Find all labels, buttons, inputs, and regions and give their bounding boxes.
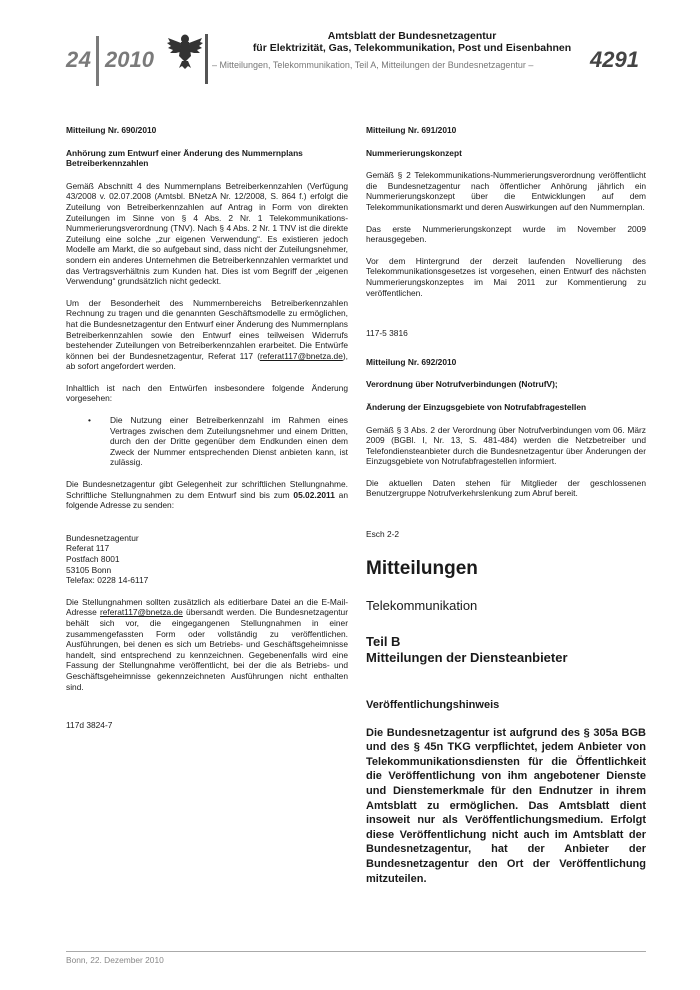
- header-divider-left: [96, 36, 99, 86]
- bullet-text: Die Nutzung einer Betreiberkennzahl im Rahmen eines Vertrages zwischen dem Zuteilungsnehmer und einem Dritten, durch den der Dritte gegenüber dem Endkunden einen dem Zweck der Nummer entsprechenden Dienst anbieten kann, ist zulässig.: [110, 415, 348, 468]
- bullet-item: [66, 415, 348, 468]
- notice-692-heading-2: Änderung der Einzugsgebiete von Notrufabfragestellen: [366, 401, 587, 412]
- federal-eagle-icon: [166, 30, 204, 70]
- notice-691-heading: Nummerierungskonzept: [366, 147, 462, 158]
- notice-690-paragraph-5: [66, 597, 348, 692]
- notice-690-reference: 117d 3824-7: [66, 720, 113, 731]
- issue-year: 2010: [105, 47, 154, 72]
- publication-notice-heading: Veröffentlichungshinweis: [366, 698, 500, 711]
- gazette-subtitle: – Mitteilungen, Telekommunikation, Teil A, Mitteilungen der Bundesnetzagentur –: [212, 60, 534, 70]
- deadline-date: 05.02.2011: [293, 489, 335, 500]
- notice-692-paragraph-2: Die aktuellen Daten stehen für Mitglieder der geschlossenen Benutzergruppe Notrufverkehrslenkung zum Abruf bereit.: [366, 477, 646, 499]
- publication-notice-text: Die Bundesnetzagentur ist aufgrund des § 305a BGB und des § 45n TKG verpflichtet, jedem Anbieter von Telekommunikationsdiensten für die Öffentlichkeit die Veröffentlichung von ihm angebotener Dienste und Dienstemerkmale für den Endnutzer in ihrem Amtsblatt zu ermöglichen. Das Amtsblatt dient insoweit nur als Veröffentlichungsmedium. Erfolgt diese Veröffentlichung nicht auch im Amtsblatt der Bundesnetzagentur, hat der Anbieter der Bundesnetzagentur den Ort der Veröffentlichung mitzuteilen.: [366, 726, 646, 885]
- notice-691-title: Mitteilung Nr. 691/2010: [366, 125, 457, 135]
- part-label: Teil B: [366, 633, 401, 649]
- page-number: 4291: [590, 47, 639, 72]
- notice-691-paragraph-2: Das erste Nummerierungskonzept wurde im November 2009 herausgegeben.: [366, 223, 646, 245]
- notice-692-reference: Esch 2-2: [366, 529, 400, 540]
- paragraph-text: übersandt werden. Die Bundesnetzagentur behält sich vor, die eingegangenen Stellungnahmen in einer zusammengefassten Form oder vollständig zu veröffentlichen. Ausführungen, bei denen es sich um Betriebs- und Geschäftsgeheimnisse handelt, sind entsprechend zu kennzeichnen. Gegebenenfalls wird eine Fassung der Stellungnahme veröffentlicht, bei der die als Betriebs- und Geschäftsgeheimnisse gekennzeichneten Ausführungen nicht enthalten sind.: [66, 607, 348, 692]
- left-column: [66, 125, 348, 742]
- issue-number: 24: [66, 47, 92, 72]
- notice-690-paragraph-2: [66, 298, 348, 372]
- section-subtitle: Telekommunikation: [366, 597, 478, 613]
- section-title: Mitteilungen: [366, 557, 478, 579]
- paragraph-text: ), ab sofort angefordert werden.: [66, 350, 348, 372]
- address-line: Bundesnetzagentur: [66, 532, 139, 543]
- notice-690-title: Mitteilung Nr. 690/2010: [66, 125, 157, 135]
- paragraph-text: an folgende Adresse zu senden:: [66, 489, 348, 511]
- notice-691-reference: 117-5 3816: [366, 328, 408, 339]
- gazette-title: [212, 30, 612, 54]
- footer-date: Bonn, 22. Dezember 2010: [66, 955, 164, 965]
- notice-691-paragraph-1: Gemäß § 2 Telekommunikations-Nummerierungsverordnung veröffentlicht die Bundesnetzagentur nach öffentlicher Anhörung jährlich ein Nummerierungskonzept über die Entwicklungen auf dem Telekommunikationsmarkt und deren Auswirkungen auf den Nummernplan.: [366, 170, 646, 212]
- notice-692-heading-1: Verordnung über Notrufverbindungen (NotrufV);: [366, 379, 558, 390]
- notice-692-paragraph-1: Gemäß § 3 Abs. 2 der Verordnung über Notrufverbindungen vom 06. März 2009 (BGBl. I, Nr. 13, S. 481-484) werden die Netzbetreiber und Telefondiensteanbieter durch die Bundesnetzagentur über Änderungen der Einzugsgebiete von Notrufabfragestellen informiert.: [366, 424, 646, 467]
- address-line: Telefax: 0228 14-6117: [66, 575, 149, 586]
- address-line: 53105 Bonn: [66, 564, 112, 575]
- notice-691-paragraph-3: Vor dem Hintergrund der derzeit laufenden Novellierung des Telekommunikationsgesetzes ist vorgesehen, einen Entwurf des nächsten Nummerierungskonzeptes im Mai 2011 zur Kommentierung zu veröffentlichen.: [366, 255, 646, 298]
- footer-divider: [66, 951, 646, 952]
- notice-690-paragraph-3: Inhaltlich ist nach den Entwürfen insbesondere folgende Änderung vorgesehen:: [66, 382, 348, 404]
- header-divider-right: [205, 34, 208, 84]
- gazette-title-line2: für Elektrizität, Gas, Telekommunikation, Post und Eisenbahnen: [252, 42, 572, 54]
- address-line: Referat 117: [66, 543, 110, 554]
- email-link-referat117[interactable]: referat117@bnetza.de: [99, 607, 183, 618]
- email-link-referat117[interactable]: referat117@bnetza.de: [260, 350, 343, 361]
- paragraph-text: Um der Besonderheit des Nummernbereichs Betreiberkennzahlen Rechnung zu tragen und die genannten Geschäftsmodelle zu ermöglichen, hat die Bundesnetzagentur den Entwurf einer Änderung des Nummernplans Betreiberkennzahlen sowie den Entwurf eines teilweisen Widerrufs bestehender Zuteilungen von Betreiberkennzahlen erarbeitet. Die Entwürfe können bei der Bundesnetzagentur, Referat 117 (: [66, 297, 348, 361]
- notice-690-heading: Anhörung zum Entwurf einer Änderung des Nummernplans Betreiberkennzahlen: [66, 147, 303, 169]
- address-line: Postfach 8001: [66, 554, 120, 564]
- notice-692-title: Mitteilung Nr. 692/2010: [366, 356, 457, 367]
- paragraph-text: Die Stellungnahmen sollten zusätzlich als editierbare Datei an die E-Mail-Adresse: [66, 596, 348, 618]
- notice-690-paragraph-4: [66, 479, 348, 511]
- notice-690-paragraph-1: Gemäß Abschnitt 4 des Nummernplans Betreiberkennzahlen (Verfügung 43/2008 v. 02.07.2008 (Amtsbl. BNetzA Nr. 12/2008, S. 864 f.) erfolgt die Zuteilung von Betreiberkennzahlen auf Antrag in Form von direkten Zuteilungen im Sinne von § 4 Abs. 2 Nr. 1 Telekommunikations-Nummerierungsverordnung (TNV). Nach § 4 Abs. 2 Nr. 1 TNV ist die direkte Zuteilung eine solche „zur eigenen Verwendung“. Es existieren jedoch Modelle am Markt, die so aufgebaut sind, dass nicht der Zuteilungsnehmer, sondern ein anderes Unternehmen die Betreiberkennzahlen vermarktet und das Vertragsverhältnis zum Kunden hat. Dies ist vom Begriff der „eigenen Verwendung“ grundsätzlich nicht gedeckt.: [66, 180, 348, 287]
- gazette-title-line1: Amtsblatt der Bundesnetzagentur: [327, 30, 497, 42]
- bullet-icon: •: [88, 415, 91, 426]
- paragraph-text: Die Bundesnetzagentur gibt Gelegenheit zur schriftlichen Stellungnahme. Schriftliche Stellungnahmen zu dem Entwurf sind bis zum: [66, 479, 348, 500]
- part-title: Mitteilungen der Diensteanbieter: [366, 649, 568, 665]
- right-column: [366, 125, 646, 897]
- postal-address: [66, 533, 348, 586]
